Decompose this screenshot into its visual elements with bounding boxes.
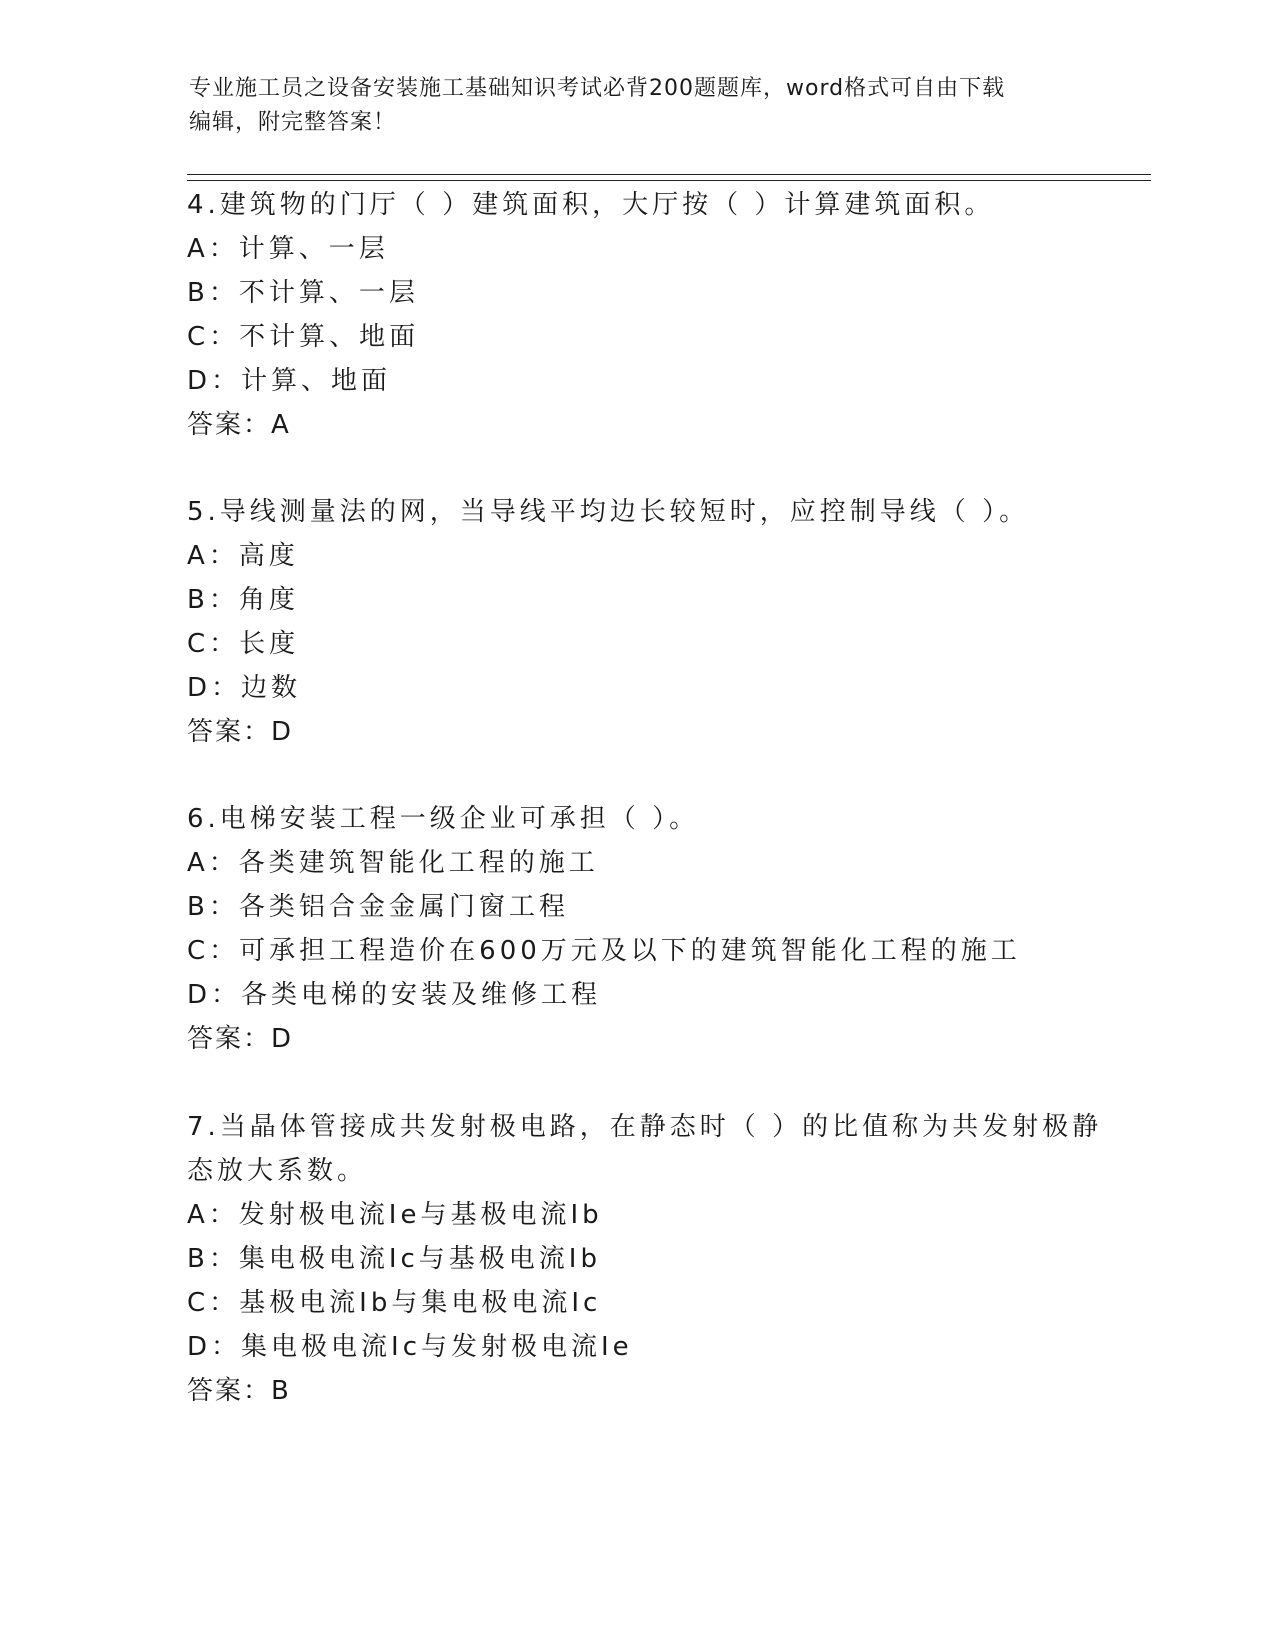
header-divider-bottom — [187, 180, 1151, 181]
header-line-2: 编辑，附完整答案！ — [189, 110, 397, 135]
option-d: D：各类电梯的安装及维修工程 — [187, 980, 602, 1010]
answer: 答案：B — [187, 1376, 291, 1406]
question-stem-line-1: 7.当晶体管接成共发射极电路，在静态时（ ）的比值称为共发射极静 — [187, 1112, 1103, 1142]
option-d: D：边数 — [187, 673, 302, 703]
header-line-1: 专业施工员之设备安装施工基础知识考试必背200题题库，word格式可自由下载 — [189, 76, 1006, 101]
question-stem: 4.建筑物的门厅（ ）建筑面积，大厅按（ ）计算建筑面积。 — [187, 190, 995, 220]
answer: 答案：A — [187, 410, 291, 440]
option-d: D：计算、地面 — [187, 366, 392, 396]
header-divider-top — [187, 174, 1151, 175]
option-a: A：各类建筑智能化工程的施工 — [187, 848, 599, 878]
option-b: B：集电极电流Ic与基极电流Ib — [187, 1244, 601, 1274]
option-c: C：基极电流Ib与集电极电流Ic — [187, 1288, 602, 1318]
question-stem-line-2: 态放大系数。 — [187, 1156, 368, 1186]
option-b: B：不计算、一层 — [187, 278, 419, 308]
option-c: C：可承担工程造价在600万元及以下的建筑智能化工程的施工 — [187, 936, 1021, 966]
option-c: C：不计算、地面 — [187, 322, 420, 352]
question-stem: 5.导线测量法的网，当导线平均边长较短时，应控制导线（ ）。 — [187, 497, 1030, 527]
question-stem: 6.电梯安装工程一级企业可承担（ ）。 — [187, 804, 700, 834]
option-d: D：集电极电流Ic与发射极电流Ie — [187, 1332, 633, 1362]
option-b: B：角度 — [187, 585, 299, 615]
option-a: A：发射极电流Ie与基极电流Ib — [187, 1200, 603, 1230]
option-b: B：各类铝合金金属门窗工程 — [187, 892, 569, 922]
answer: 答案：D — [187, 717, 294, 747]
option-a: A：计算、一层 — [187, 234, 389, 264]
document-header — [189, 72, 1089, 140]
answer: 答案：D — [187, 1024, 294, 1054]
option-c: C：长度 — [187, 629, 300, 659]
option-a: A：高度 — [187, 541, 299, 571]
